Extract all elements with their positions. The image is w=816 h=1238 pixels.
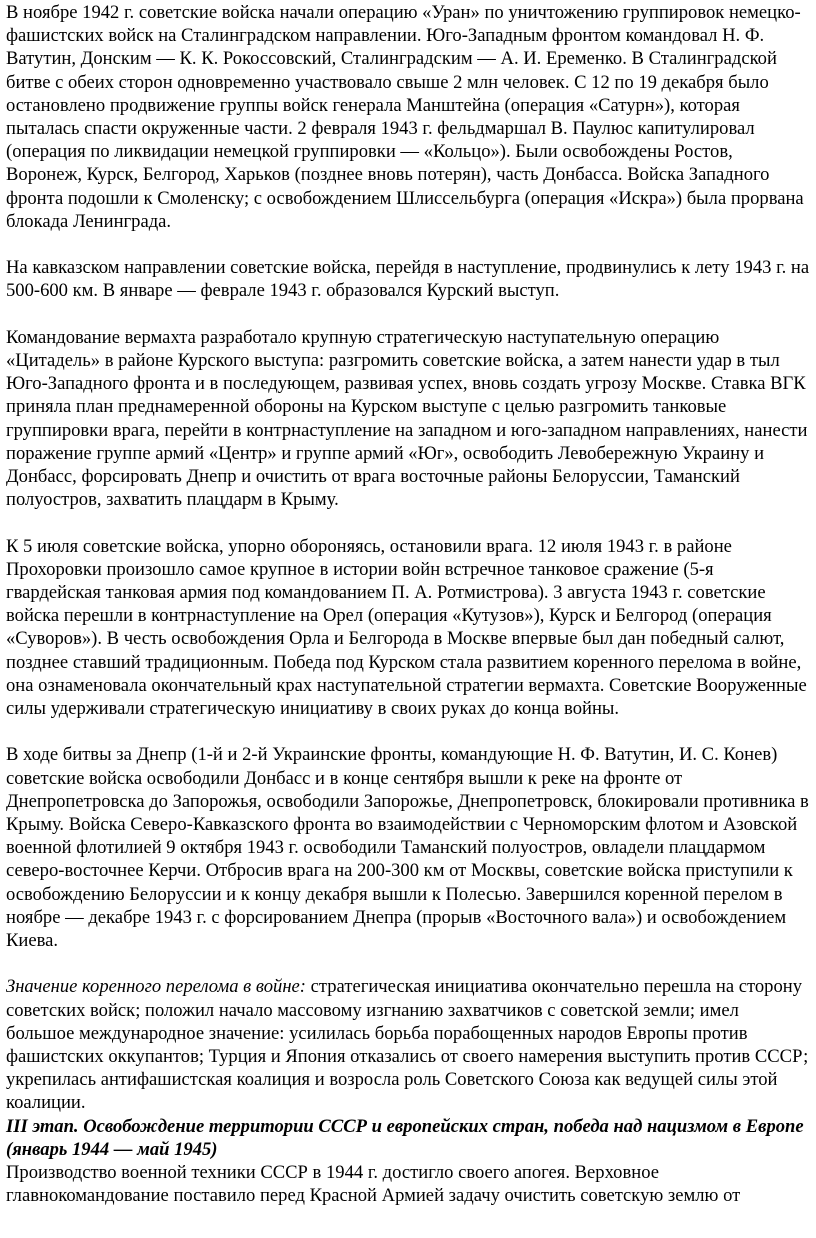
paragraph-citadel: Командование вермахта разработало крупную стратегическую наступательную операцию «Цитадель» в районе Курского выступа: разгромить советские войска, а затем нанести удар в тыл Юго-Западного фронта и в последующем, развивая успех, вновь создать угрозу Москве. Ставка ВГК приняла план преднамеренной обороны на Курском выступе с целью разгромить танковые группировки врага, перейти в контрнаступление на западном и юго-западном направлениях, нанести поражение группе армий «Центр» и группе армий «Юг», освободить Левобережную Украину и Донбасс, форсировать Днепр и очистить от врага восточные районы Белоруссии, Таманский полуостров, захватить плацдарм в Крыму. [6, 326, 808, 511]
significance-lead: Значение коренного перелома в войне: [6, 976, 306, 998]
paragraph-dnieper: В ходе битвы за Днепр (1-й и 2-й Украинские фронты, командующие Н. Ф. Ватутин, И. С. Конев) советские войска освободили Донбасс и в конце сентября вышли к реке на фронте от Днепропетровска до Запорожья, освободили Запорожье, Днепропетровск, блокировали противника в Крыму. Войска Северо-Кавказского фронта во взаимодействии с Черноморским флотом и Азовской военной флотилией 9 октября 1943 г. освободили Таманский полуостров, овладели плацдармом северо-восточнее Керчи. Отбросив врага на 200-300 км от Москвы, советские войска приступили к освобождению Белоруссии и к концу декабря вышли к Полесью. Завершился коренной перелом в ноябре — декабре 1943 г. с форсированием Днепра (прорыв «Восточного вала») и освобождением Киева. [6, 744, 809, 952]
paragraph-significance [6, 975, 810, 1114]
section-heading: III этап. Освобождение территории СССР и европейских стран, победа над нацизмом в Европе (январь 1944 — май 1945) [6, 1115, 804, 1160]
paragraph-stalingrad: В ноябре 1942 г. советские войска начали операцию «Уран» по уничтожению группировок немецко-фашистских войск на Сталинградском направлении. Юго-Западным фронтом командовал Н. Ф. Ватутин, Донским — К. К. Рокоссовский, Сталинградским — А. И. Еременко. В Сталинградской битве с обеих сторон одновременно участвовало свыше 2 млн человек. С 12 по 19 декабря было остановлено продвижение группы войск генерала Манштейна (операция «Сатурн»), которая пыталась спасти окруженные части. 2 февраля 1943 г. фельдмаршал В. Паулюс капитулировал (операция по ликвидации немецкой группировки — «Кольцо»). Были освобождены Ростов, Воронеж, Курск, Белгород, Харьков (позднее вновь потерян), часть Донбасса. Войска Западного фронта подошли к Смоленску; с освобождением Шлиссельбурга (операция «Искра») была прорвана блокада Ленинграда. [6, 2, 804, 232]
paragraph-final: Производство военной техники СССР в 1944 г. достигло своего апогея. Верховное главнокомандование поставило перед Красной Армией задачу очистить советскую землю от [6, 1162, 741, 1207]
paragraph-caucasus: На кавказском направлении советские войска, перейдя в наступление, продвинулись к лету 1943 г. на 500-600 км. В январе — феврале 1943 г. образовался Курский выступ. [6, 257, 810, 302]
significance-text: стратегическая инициатива окончательно перешла на сторону советских войск; положил начало массовому изгнанию захватчиков с советской земли; имел большое международное значение: усилилась борьба порабощенных народов Европы против фашистских оккупантов; Турция и Япония отказались от своего намерения выступить против СССР; укрепилась антифашистская коалиция и возросла роль Советского Союза как ведущей силы этой коалиции. [6, 976, 809, 1114]
paragraph-kursk: К 5 июля советские войска, упорно обороняясь, остановили врага. 12 июля 1943 г. в районе Прохоровки произошло самое крупное в истории войн встречное танковое сражение (5-я гвардейская танковая армия под командованием П. А. Ротмистрова). 3 августа 1943 г. советские войска перешли в контрнаступление на Орел (операция «Кутузов»), Курск и Белгород (операция «Суворов»). В честь освобождения Орла и Белгорода в Москве впервые был дан победный салют, позднее ставший традиционным. Победа под Курском стала развитием коренного перелома в войне, она ознаменовала окончательный крах наступательной стратегии вермахта. Советские Вооруженные силы удерживали стратегическую инициативу в своих руках до конца войны. [6, 535, 807, 720]
